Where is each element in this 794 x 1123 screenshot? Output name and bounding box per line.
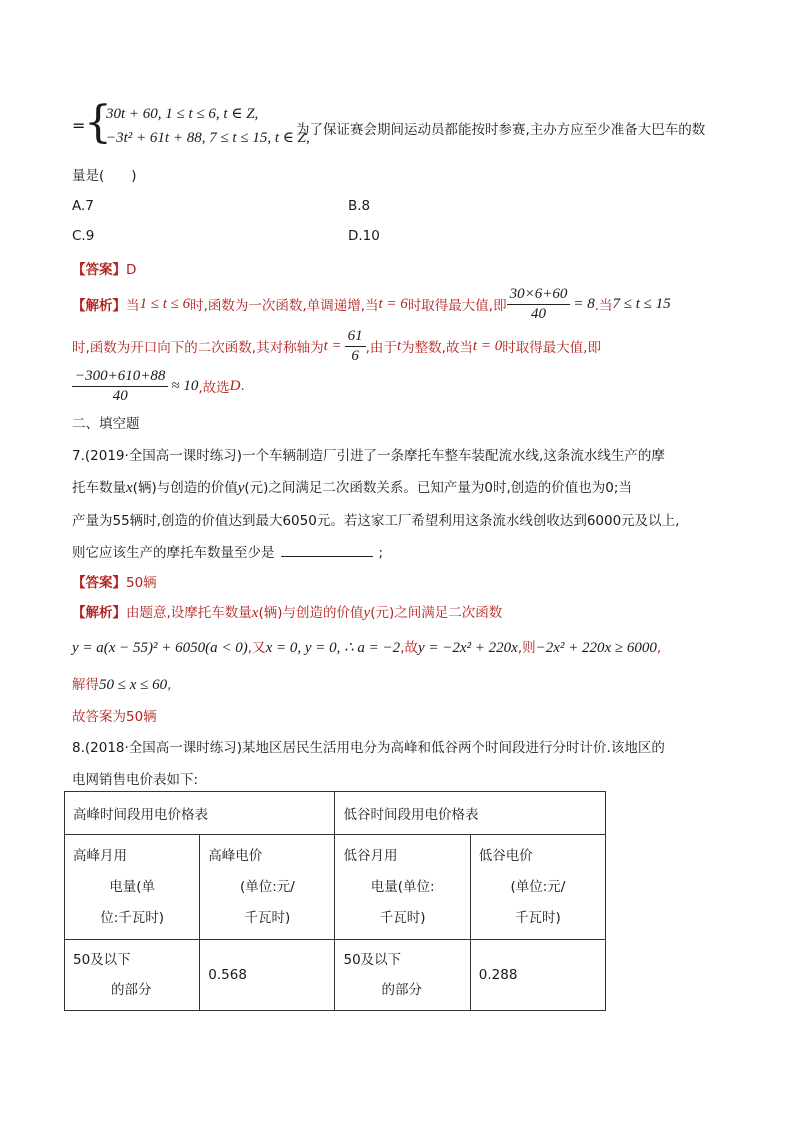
analysis-text: 为整数,故当 — [401, 340, 473, 356]
answer-6 — [72, 258, 136, 278]
analysis-text: 时,函数为开口向下的二次函数,其对称轴为 — [72, 340, 324, 356]
answer-value: 50辆 — [126, 575, 157, 591]
fraction — [345, 328, 366, 365]
question-7-line-4 — [72, 541, 383, 561]
analysis-text: ,故选 — [198, 380, 230, 396]
fraction-numerator: 61 — [345, 328, 366, 347]
cell-line: 50及以下 — [73, 952, 131, 968]
valley-table-header: 低谷时间段用电价格表 — [335, 792, 606, 835]
answer-blank — [281, 544, 373, 557]
analysis-text: ,又 — [247, 640, 266, 656]
analysis-text: ,则 — [517, 640, 536, 656]
analysis-7-final: 故答案为50辆 — [72, 709, 157, 725]
header-line: 低谷月用 — [343, 847, 398, 864]
analysis-6-line-3 — [72, 364, 245, 408]
fraction-denominator: 40 — [112, 387, 128, 404]
analysis-text: (元)之间满足二次函数 — [370, 605, 503, 621]
price-table — [64, 791, 606, 1011]
question-8-line-1: 8.(2018·全国高一课时练习)某地区居民生活用电分为高峰和低谷两个时间段进行分时计价.该地区的 — [72, 740, 665, 756]
analysis-text: 时,函数为一次函数,单调递增,当 — [190, 298, 379, 314]
equation: y = a(x − 55)² + 6050(a < 0) — [72, 640, 248, 656]
valley-usage-header — [335, 835, 470, 940]
math-inline: t — [396, 337, 402, 354]
analysis-7-line-1 — [72, 601, 502, 622]
analysis-tag: 【解析】 — [72, 605, 126, 621]
inequality: 50 ≤ x ≤ 60 — [99, 677, 168, 693]
analysis-tag: 【解析】 — [72, 298, 126, 314]
fraction — [507, 286, 571, 323]
fraction-denominator: 6 — [351, 347, 359, 364]
analysis-6-line-2 — [72, 324, 601, 368]
fraction-numerator: 30×6+60 — [507, 286, 571, 305]
analysis-text: , — [167, 677, 172, 693]
math-inline: = 8 — [573, 295, 595, 312]
piecewise-case-2: −3t² + 61t + 88, 7 ≤ t ≤ 15, t ∈ Z, — [106, 130, 310, 146]
question-text: (元)之间满足二次函数关系。已知产量为0时,创造的价值也为0;当 — [244, 480, 632, 496]
header-line: 位:千瓦时) — [100, 909, 165, 926]
header-line: 高峰月用 — [73, 847, 127, 864]
question-6-text: 为了保证赛会期间运动员都能按时参赛,主办方应至少准备大巴车的数 — [296, 122, 706, 138]
analysis-text: .当 — [594, 298, 613, 314]
fraction-numerator: −300+610+88 — [72, 368, 168, 387]
question-7-line-3: 产量为55辆时,创造的价值达到最大6050元。若这家工厂希望利用这条流水线创收达到6000元及以上, — [72, 513, 680, 529]
option-c: C.9 — [72, 228, 95, 244]
question-text: 则它应该生产的摩托车数量至少是 — [72, 545, 275, 561]
math-inline: t = 6 — [378, 295, 408, 312]
question-text: (辆)与创造的价值 — [132, 480, 238, 496]
header-line: 千瓦时) — [244, 909, 291, 926]
equation: x = 0, y = 0, ∴ a = −2 — [265, 640, 401, 656]
fraction-denominator: 40 — [530, 305, 546, 322]
answer-tag: 【答案】 — [72, 262, 126, 278]
analysis-7-line-3 — [72, 673, 171, 694]
option-b: B.8 — [348, 198, 371, 214]
equals-sign: = — [72, 116, 86, 135]
option-d: D.10 — [348, 228, 380, 244]
equation: −2x² + 220x ≥ 6000 — [535, 640, 657, 656]
header-line: 低谷电价 — [478, 847, 533, 864]
analysis-6-line-1 — [72, 284, 671, 324]
math-inline: D — [229, 377, 241, 394]
table-row — [65, 940, 606, 1011]
answer-tag: 【答案】 — [72, 575, 126, 591]
answer-value: D — [126, 262, 137, 278]
question-7-line-2 — [72, 476, 632, 497]
analysis-text: ,由于 — [365, 340, 397, 356]
valley-range-cell — [335, 940, 470, 1011]
option-a: A.7 — [72, 198, 94, 214]
variable-y: y — [363, 605, 371, 621]
math-inline: 1 ≤ t ≤ 6 — [139, 295, 191, 312]
answer-7 — [72, 571, 157, 591]
math-inline: t = — [323, 337, 342, 354]
analysis-text: (辆)与创造的价值 — [258, 605, 364, 621]
header-line: 电量(单位: — [370, 878, 435, 895]
variable-x: x — [126, 480, 133, 496]
analysis-text: 由题意,设摩托车数量 — [126, 605, 252, 621]
analysis-text: 时取得最大值,即 — [407, 298, 507, 314]
section-heading: 二、填空题 — [72, 416, 140, 432]
analysis-text: 解得 — [72, 677, 99, 693]
math-inline: t = 0 — [472, 337, 503, 354]
equation: y = −2x² + 220x — [417, 640, 518, 656]
question-text: ; — [378, 545, 384, 561]
peak-price-header — [200, 835, 335, 940]
math-inline: 7 ≤ t ≤ 15 — [612, 295, 671, 312]
peak-value-cell: 0.568 — [200, 940, 335, 1011]
variable-y: y — [237, 480, 245, 496]
analysis-text: ,故 — [400, 640, 418, 656]
header-line: 高峰电价 — [208, 847, 263, 864]
variable-x: x — [251, 605, 259, 621]
fraction — [72, 368, 168, 405]
cell-line: 的部分 — [111, 982, 152, 998]
piecewise-case-1: 30t + 60, 1 ≤ t ≤ 6, t ∈ Z, — [106, 106, 259, 122]
peak-usage-header — [65, 835, 200, 940]
header-line: 千瓦时) — [379, 909, 426, 926]
piecewise-brace: { — [84, 97, 112, 148]
analysis-text: 当 — [126, 298, 140, 314]
analysis-7-line-2 — [72, 636, 661, 657]
header-line: 千瓦时) — [515, 909, 561, 926]
analysis-text: 时取得最大值,即 — [502, 340, 601, 356]
peak-range-cell — [65, 940, 200, 1011]
cell-line: 50及以下 — [343, 952, 402, 968]
analysis-text: , — [656, 640, 662, 656]
question-text: 托车数量 — [72, 480, 126, 496]
question-6-text-cont: 量是( ) — [72, 168, 137, 184]
header-line: (单位:元/ — [239, 878, 295, 895]
valley-price-header — [470, 835, 605, 940]
valley-value-cell: 0.288 — [470, 940, 605, 1011]
question-7-line-1: 7.(2019·全国高一课时练习)一个车辆制造厂引进了一条摩托车整车装配流水线,这条流水线生产的摩 — [72, 448, 665, 464]
cell-line: 的部分 — [381, 982, 422, 998]
header-line: 电量(单 — [109, 878, 156, 895]
question-8-line-2: 电网销售电价表如下: — [72, 772, 199, 788]
analysis-text: . — [240, 378, 245, 394]
header-line: (单位:元/ — [510, 878, 566, 895]
peak-table-header: 高峰时间段用电价格表 — [65, 792, 335, 835]
math-inline: ≈ 10 — [171, 377, 199, 394]
